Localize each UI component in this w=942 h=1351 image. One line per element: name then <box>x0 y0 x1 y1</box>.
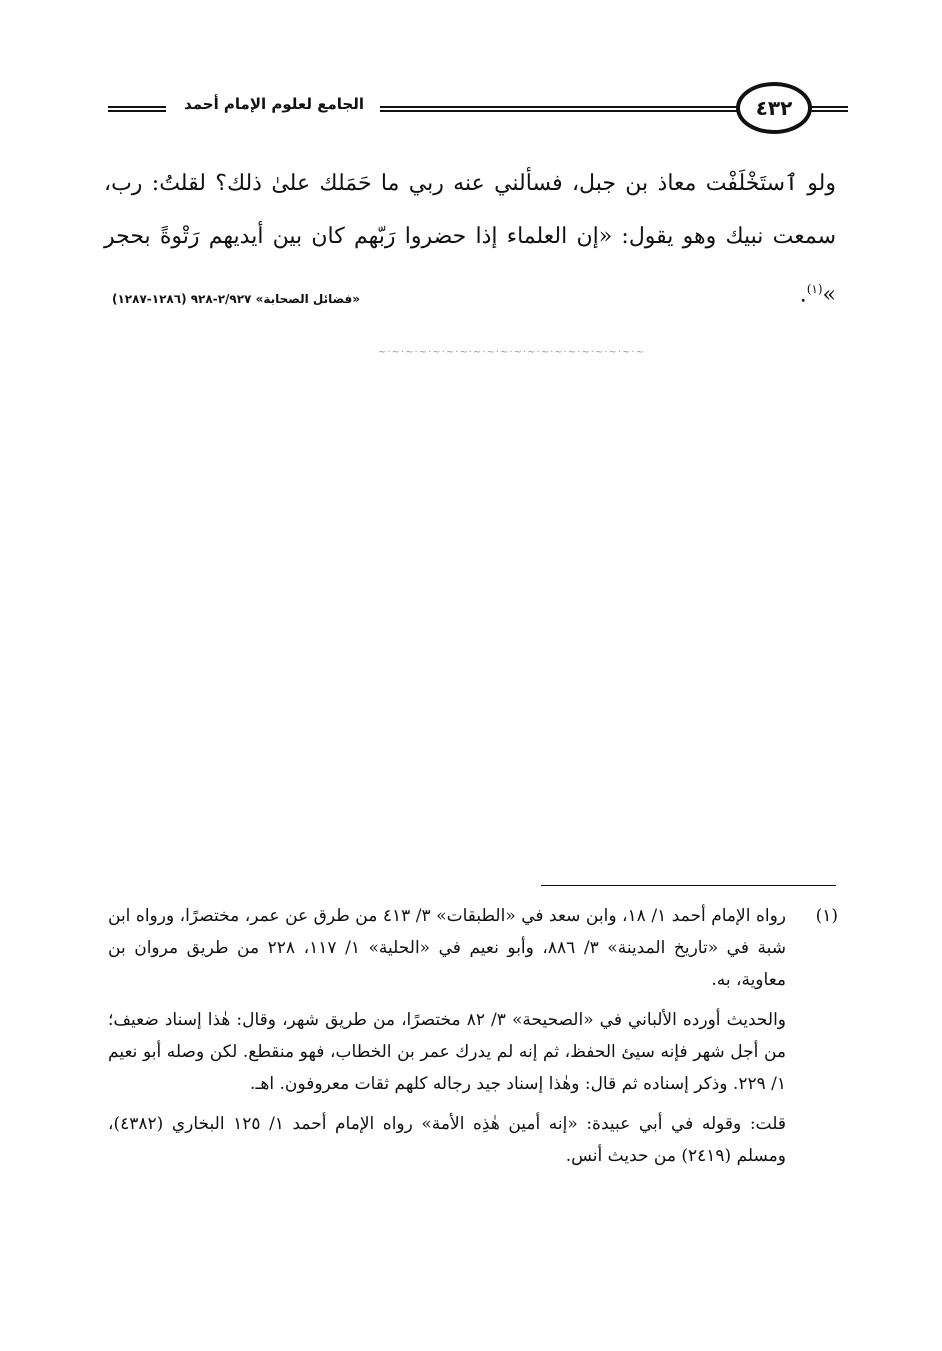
header-rule-middle <box>380 106 738 112</box>
end-mark: . <box>799 282 807 308</box>
main-paragraph: ولو ٱستَخْلَفْت معاذ بن جبل، فسألني عنه ربي ما حَمَلك علىٰ ذلك؟ لقلتُ: رب، سمعت نبيك وهو يقول: «إن العلماء إذا حضروا رَبّهم كان بين أيديهم رَتْوةً بحجر » <box>104 171 836 308</box>
footnote-marker: (١) <box>815 906 838 926</box>
footnote-paragraph-2: والحديث أورده الألباني في «الصحيحة» ٣/ ٨٢ مختصرًا، من طريق شهر، وقال: هٰذا إسناد ضعيف؛ من أجل شهر فإنه سيئ الحفظ، ثم إنه لم يدرك عمر بن الخطاب، فهو منقطع. لكن وصله أبو نعيم ١/ ٢٢٩. وذكر إسناده ثم قال: وهٰذا إسناد جيد رجاله كلهم ثقات معروفون. اهـ. <box>108 1010 786 1094</box>
footnote-separator <box>541 885 836 886</box>
page-header <box>108 78 848 138</box>
footnote-reference: (١) <box>806 282 823 296</box>
header-rule-right <box>810 106 848 112</box>
running-title: الجامع لعلوم الإمام أحمد <box>184 95 364 113</box>
footnote-paragraph-3: قلت: وقوله في أبي عبيدة: «إنه أمين هٰذِه الأمة» رواه الإمام أحمد ١/ ١٢٥ البخاري (٤٣٨٢)، ومسلم (٢٤١٩) من حديث أنس. <box>108 1114 786 1166</box>
page-number: ٤٣٢ <box>736 82 812 134</box>
source-citation: «فضائل الصحابة» ٢/٩٢٧-٩٢٨ (١٢٨٦-١٢٨٧) <box>112 292 361 306</box>
header-rule-left <box>108 106 166 112</box>
footnotes <box>108 900 838 1180</box>
section-divider-ornament: ~·~·~·~·~·~·~·~·~·~·~·~·~·~·~·~·~·~·~·~ <box>378 347 645 358</box>
footnote-paragraph-1: رواه الإمام أحمد ١/ ١٨، وابن سعد في «الطبقات» ٣/ ٤١٣ من طرق عن عمر، مختصرًا، ورواه ابن شبة في «تاريخ المدينة» ٣/ ٨٨٦، وأبو نعيم في «الحلية» ١/ ١١٧، ٢٢٨ من طريق مروان بن معاوية، به. <box>108 906 787 990</box>
